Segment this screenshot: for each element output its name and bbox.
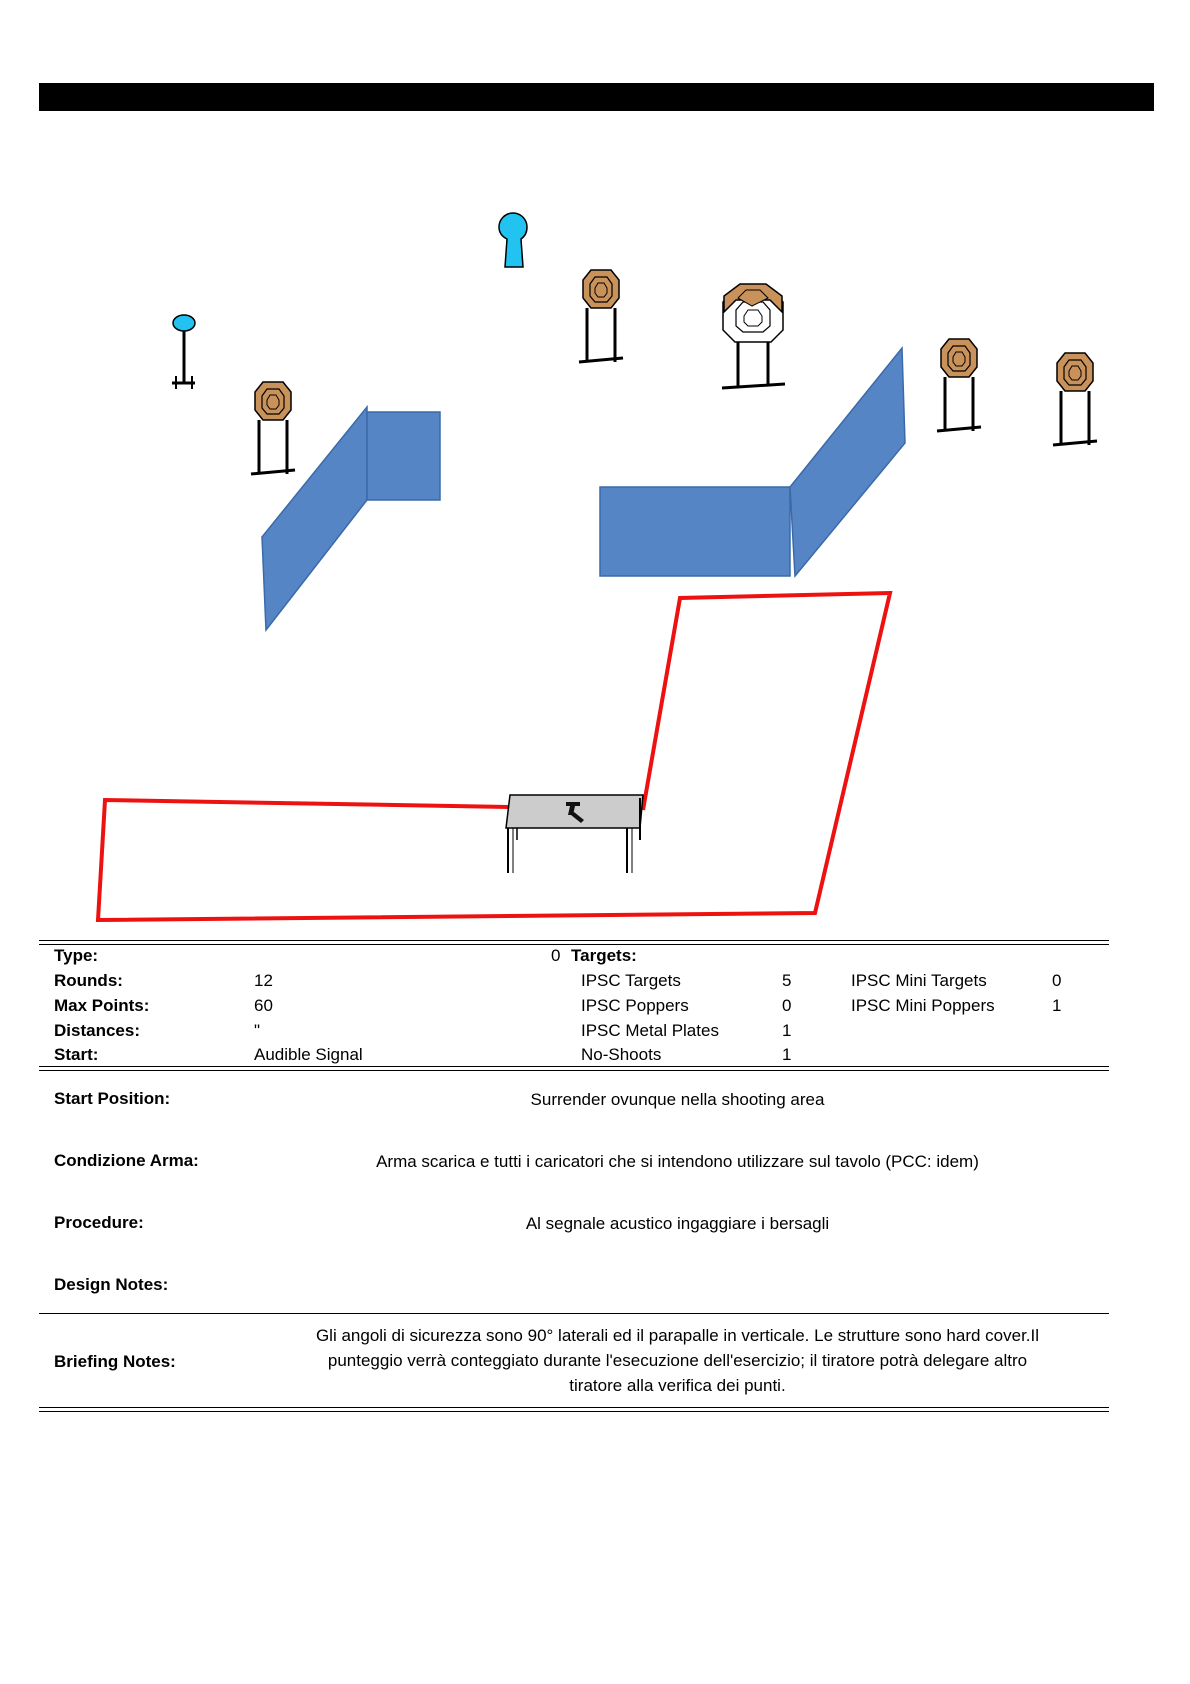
no-shoot-target-icon [722,284,785,388]
metal-plate-icon [499,213,527,267]
briefing-notes [260,1323,1095,1398]
ipsc-poppers-label: IPSC Poppers [581,996,689,1015]
max-points-value: 60 [254,996,273,1015]
no-shoots-value: 1 [782,1045,792,1064]
briefing-line-1: Gli angoli di sicurezza sono 90° laterali ed il parapalle in verticale. Le strutture sono hard cover.Il [315,1326,1040,1345]
start-position-label: Start Position: [54,1089,171,1108]
procedure-value: Al segnale acustico ingaggiare i bersagli [525,1214,830,1233]
ipsc-mini-poppers-label: IPSC Mini Poppers [851,996,995,1015]
ipsc-mini-targets-value: 0 [1052,971,1062,990]
ipsc-target-icon [937,339,981,431]
ipsc-target-icon [251,382,295,474]
no-shoots-label: No-Shoots [581,1045,662,1064]
ipsc-mini-targets-label: IPSC Mini Targets [851,971,987,990]
briefing-bottom-rule [39,1407,1109,1412]
rounds-value: 12 [254,971,273,990]
max-points-label: Max Points: [54,996,150,1015]
summary-top-rule [39,940,1109,945]
briefing-top-rule [39,1313,1109,1314]
ipsc-metal-plates-value: 1 [782,1021,792,1040]
procedure-label: Procedure: [54,1213,144,1232]
condition-value: Arma scarica e tutti i caricatori che si intendono utilizzare sul tavolo (PCC: idem) [376,1152,979,1171]
briefing-label: Briefing Notes: [54,1352,176,1371]
wall-right [600,348,905,576]
ipsc-mini-poppers-value: 1 [1052,996,1062,1015]
distances-label: Distances: [54,1021,140,1040]
targets-label: Targets: [571,946,637,965]
start-value: Audible Signal [254,1045,363,1064]
ipsc-metal-plates-label: IPSC Metal Plates [581,1021,719,1040]
ipsc-targets-label: IPSC Targets [581,971,681,990]
ipsc-targets-value: 5 [782,971,792,990]
start-position-value: Surrender ovunque nella shooting area [530,1090,825,1109]
start-label: Start: [54,1045,99,1064]
condition-label: Condizione Arma: [54,1151,199,1170]
design-notes-label: Design Notes: [54,1275,169,1294]
briefing-line-2: punteggio verrà conteggiato durante l'esecuzione dell'esercizio; il tiratore potrà delegare altro [327,1351,1028,1370]
wall-left [262,407,440,630]
distances-value: " [254,1021,261,1040]
mini-popper-icon [172,315,195,389]
ipsc-target-icon [579,270,623,362]
rounds-label: Rounds: [54,971,123,990]
summary-bottom-rule [39,1066,1109,1071]
targets-count: 0 [551,946,561,965]
ipsc-target-icon [1053,353,1097,445]
briefing-line-3: tiratore alla verifica dei punti. [569,1376,786,1395]
type-label: Type: [54,946,99,965]
fault-line [98,593,890,920]
ipsc-poppers-value: 0 [782,996,792,1015]
